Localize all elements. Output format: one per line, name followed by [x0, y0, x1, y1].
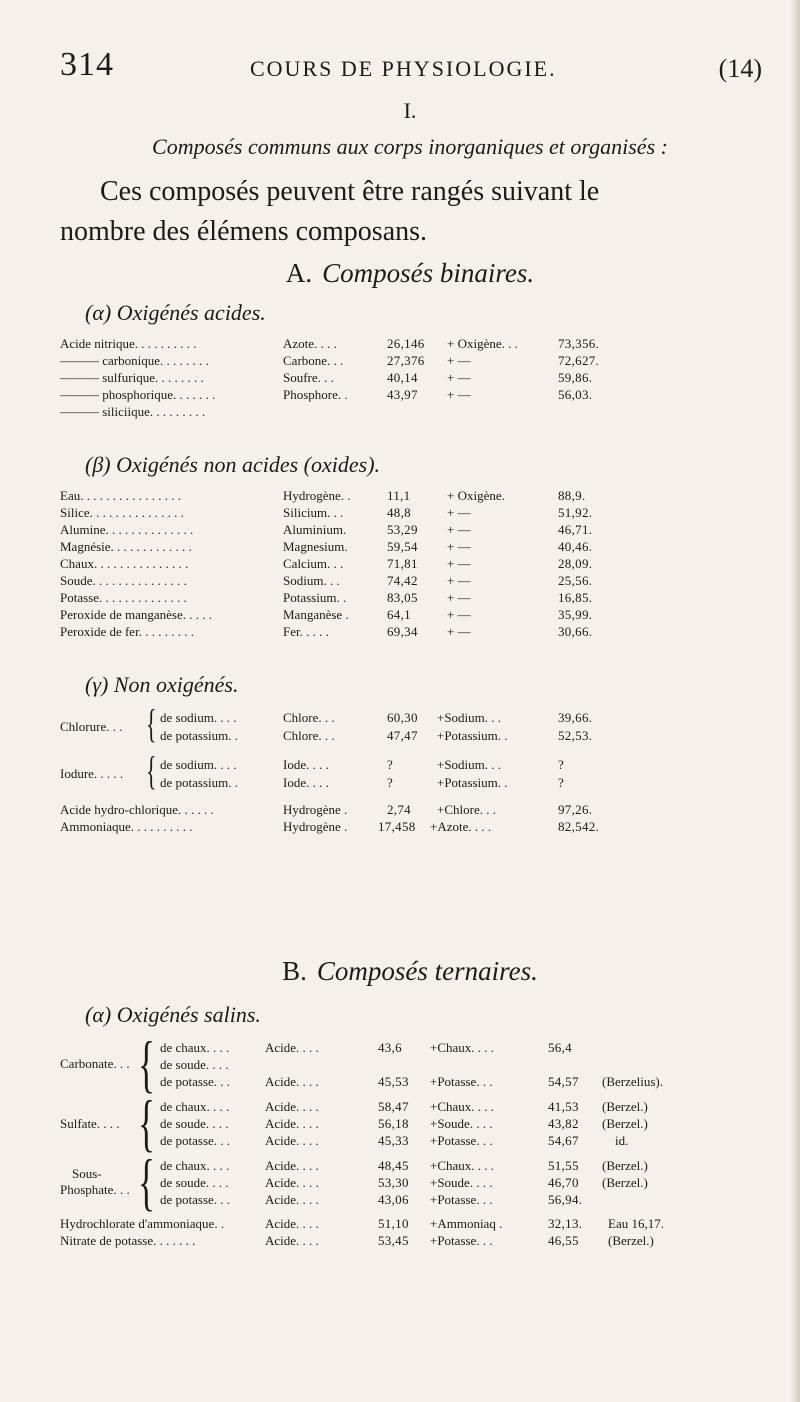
reference: (Berzel.) — [602, 1175, 648, 1190]
brace-icon: { — [138, 1028, 155, 1099]
heading-letter: B. — [282, 956, 307, 986]
value-2: 72,627. — [558, 353, 600, 368]
element: Acide. . . . — [265, 1074, 319, 1089]
value-1: 11,1 — [387, 488, 411, 503]
value-1: 2,74 — [387, 802, 411, 817]
operator: + — — [447, 505, 471, 520]
element: Phosphore. . — [283, 387, 348, 402]
element: Manganèse . — [283, 607, 349, 622]
intro-line: nombre des élémens composans. — [60, 216, 428, 247]
value-1: 51,10 — [378, 1216, 409, 1231]
value-2: 39,66. — [558, 710, 593, 725]
value-2: 51,55 — [548, 1158, 579, 1173]
element: Acide. . . . — [265, 1099, 319, 1114]
heading-text: Composés ternaires. — [316, 956, 538, 986]
value-1: 71,81 — [387, 556, 418, 571]
heading-ternary-compounds — [60, 956, 760, 987]
value-2: 51,92. — [558, 505, 593, 520]
heading-text: Composés binaires. — [322, 258, 535, 288]
value-1: 69,34 — [387, 624, 418, 639]
value-1: 26,146 — [387, 336, 425, 351]
value-1: 43,6 — [378, 1040, 402, 1055]
heading-binary-compounds — [60, 258, 760, 289]
element: Soufre. . . — [283, 370, 334, 385]
compound-name: Silice. . . . . . . . . . . . . . . — [60, 505, 184, 520]
compound-name: Potasse. . . . . . . . . . . . . . — [60, 590, 187, 605]
section-number: I. — [403, 98, 417, 123]
operator: + Oxigène. . . — [447, 336, 518, 351]
page-edge — [790, 0, 800, 1402]
value-1: 58,47 — [378, 1099, 409, 1114]
group-label-sous: Sous- — [72, 1166, 102, 1181]
operator: + — — [447, 607, 471, 622]
element: Carbone. . . — [283, 353, 344, 368]
value-2: 16,85. — [558, 590, 593, 605]
reference: Eau 16,17. — [608, 1216, 664, 1231]
operator: + — — [447, 624, 471, 639]
element: Chlore. . . — [283, 728, 335, 743]
value-1: 74,42 — [387, 573, 418, 588]
value-2: ? — [558, 757, 565, 772]
operator: + — — [447, 353, 471, 368]
operator: +Potassium. . — [437, 728, 508, 743]
value-2: 28,09. — [558, 556, 593, 571]
compound-name: de chaux. . . . — [160, 1099, 230, 1114]
group-label-chlorure: Chlorure. . . — [60, 719, 123, 734]
value-2: 73,356. — [558, 336, 600, 351]
brace-icon: { — [138, 1146, 155, 1217]
compound-name: Peroxide de manganèse. . . . . — [60, 607, 212, 622]
reference: (Berzel.) — [602, 1158, 648, 1173]
value-1: 53,45 — [378, 1233, 409, 1248]
value-2: 46,70 — [548, 1175, 579, 1190]
operator: + Oxigène. — [447, 488, 505, 503]
operator: + — — [447, 539, 471, 554]
subheading-saline-oxides: (α) Oxigénés salins. — [85, 1002, 261, 1027]
element: Iode. . . . — [283, 757, 329, 772]
compound-name: ——— sulfurique. . . . . . . . — [60, 370, 204, 385]
brace-icon: { — [138, 1087, 155, 1158]
value-2: 46,55 — [548, 1233, 579, 1248]
element: Acide. . . . — [265, 1116, 319, 1131]
element: Chlore. . . — [283, 710, 335, 725]
compound-name: Acide hydro-chlorique. . . . . . — [60, 802, 214, 817]
value-1: 53,30 — [378, 1175, 409, 1190]
value-2: 59,86. — [558, 370, 593, 385]
compound-name: Soude. . . . . . . . . . . . . . . — [60, 573, 187, 588]
compound-name: de sodium. . . . — [160, 710, 237, 725]
subheading-acid-oxides: (α) Oxigénés acides. — [85, 300, 266, 325]
value-1: 17,458 — [378, 819, 416, 834]
operator: +Chlore. . . — [437, 802, 496, 817]
element: Acide. . . . — [265, 1192, 319, 1207]
value-2: 54,67 — [548, 1133, 579, 1148]
operator: +Chaux. . . . — [430, 1158, 495, 1173]
value-2: 97,26. — [558, 802, 593, 817]
compound-name: ——— siliciique. . . . . . . . . — [60, 404, 206, 419]
operator: +Potasse. . . — [430, 1192, 493, 1207]
operator: + — — [447, 522, 471, 537]
value-1: 48,8 — [387, 505, 411, 520]
value-1: 64,1 — [387, 607, 411, 622]
operator: +Sodium. . . — [437, 757, 502, 772]
intro-paragraph — [60, 172, 760, 252]
compound-name: de sodium. . . . — [160, 757, 237, 772]
operator: +Potasse. . . — [430, 1133, 493, 1148]
compound-name: Chaux. . . . . . . . . . . . . . . — [60, 556, 189, 571]
group-label-carbonate: Carbonate. . . — [60, 1056, 130, 1071]
value-2: 32,13. — [548, 1216, 583, 1231]
value-2: 40,46. — [558, 539, 593, 554]
element: Aluminium. — [283, 522, 347, 537]
value-2: 52,53. — [558, 728, 593, 743]
reference: id. — [615, 1133, 629, 1148]
element: Hydrogène. . — [283, 488, 351, 503]
group-label-iodure: Iodure. . . . . — [60, 766, 124, 781]
compound-name: Hydrochlorate d'ammoniaque. . — [60, 1216, 225, 1231]
operator: +Azote. . . . — [430, 819, 492, 834]
value-1: 43,06 — [378, 1192, 409, 1207]
value-1: 56,18 — [378, 1116, 409, 1131]
value-1: 45,33 — [378, 1133, 409, 1148]
value-1: 59,54 — [387, 539, 418, 554]
running-title: COURS DE PHYSIOLOGIE. — [250, 56, 557, 81]
element: Acide. . . . — [265, 1133, 319, 1148]
compound-name: Acide nitrique. . . . . . . . . . — [60, 336, 197, 351]
compound-name: de potasse. . . — [160, 1074, 231, 1089]
operator: +Soude. . . . — [430, 1175, 493, 1190]
section-title: Composés communs aux corps inorganiques et organisés : — [152, 134, 668, 159]
compound-name: Ammoniaque. . . . . . . . . . — [60, 819, 193, 834]
element: Potassium. . — [283, 590, 347, 605]
value-1: 48,45 — [378, 1158, 409, 1173]
compound-name: de potassium. . — [160, 728, 238, 743]
compound-name: de soude. . . . — [160, 1175, 229, 1190]
compound-name: de soude. . . . — [160, 1057, 229, 1072]
operator: +Chaux. . . . — [430, 1099, 495, 1114]
operator: +Potassium. . — [437, 775, 508, 790]
element: Calcium. . . — [283, 556, 344, 571]
element: Iode. . . . — [283, 775, 329, 790]
compound-name: de potasse. . . — [160, 1192, 231, 1207]
reference: (Berzelius). — [602, 1074, 664, 1089]
element: Acide. . . . — [265, 1158, 319, 1173]
value-2: 88,9. — [558, 488, 586, 503]
reference: (Berzel.) — [608, 1233, 654, 1248]
operator: +Potasse. . . — [430, 1233, 493, 1248]
compound-name: Eau. . . . . . . . . . . . . . . . — [60, 488, 181, 503]
compound-name: ——— carbonique. . . . . . . . — [60, 353, 209, 368]
value-2: 46,71. — [558, 522, 593, 537]
element: Acide. . . . — [265, 1040, 319, 1055]
value-1: 40,14 — [387, 370, 418, 385]
compound-name: Magnésie. . . . . . . . . . . . . — [60, 539, 192, 554]
element: Acide. . . . — [265, 1216, 319, 1231]
element: Magnesium. — [283, 539, 348, 554]
value-1: 27,376 — [387, 353, 425, 368]
value-1: 60,30 — [387, 710, 418, 725]
running-head — [60, 46, 760, 86]
operator: + — — [447, 370, 471, 385]
value-1: 45,53 — [378, 1074, 409, 1089]
compound-name: de chaux. . . . — [160, 1158, 230, 1173]
compound-name: de chaux. . . . — [160, 1040, 230, 1055]
value-2: 43,82 — [548, 1116, 579, 1131]
element: Hydrogène . — [283, 802, 348, 817]
compound-name: de potassium. . — [160, 775, 238, 790]
operator: +Sodium. . . — [437, 710, 502, 725]
value-2: 56,03. — [558, 387, 593, 402]
element: Hydrogène . — [283, 819, 348, 834]
value-1: 43,97 — [387, 387, 418, 402]
compound-name: Alumine. . . . . . . . . . . . . . — [60, 522, 194, 537]
reference: (Berzel.) — [602, 1099, 648, 1114]
compound-name: Nitrate de potasse. . . . . . . — [60, 1233, 196, 1248]
operator: +Chaux. . . . — [430, 1040, 495, 1055]
value-1: 47,47 — [387, 728, 418, 743]
value-1: 53,29 — [387, 522, 418, 537]
value-1: ? — [387, 757, 394, 772]
compound-name: ——— phosphorique. . . . . . . — [60, 387, 216, 402]
operator: + — — [447, 387, 471, 402]
element: Azote. . . . — [283, 336, 337, 351]
value-2: 56,94. — [548, 1192, 583, 1207]
value-2: 56,4 — [548, 1040, 572, 1055]
group-label-sulfate: Sulfate. . . . — [60, 1116, 120, 1131]
subheading-non-oxigenated: (γ) Non oxigénés. — [85, 672, 239, 697]
operator: +Potasse. . . — [430, 1074, 493, 1089]
element: Acide. . . . — [265, 1175, 319, 1190]
element: Silicium. . . — [283, 505, 344, 520]
value-2: 82,542. — [558, 819, 600, 834]
compound-name: de soude. . . . — [160, 1116, 229, 1131]
operator: +Ammoniaq . — [430, 1216, 503, 1231]
brace-icon: { — [146, 748, 157, 793]
operator: + — — [447, 556, 471, 571]
group-label-phosphate: Phosphate. . . — [60, 1182, 130, 1197]
value-1: 83,05 — [387, 590, 418, 605]
intro-line: Ces composés peuvent être rangés suivant le — [100, 176, 600, 207]
reference: (Berzel.) — [602, 1116, 648, 1131]
page-number: 314 — [60, 46, 114, 83]
section-reference: (14) — [718, 54, 762, 83]
operator: +Soude. . . . — [430, 1116, 493, 1131]
value-2: ? — [558, 775, 565, 790]
subheading-non-acid-oxides: (β) Oxigénés non acides (oxides). — [85, 452, 381, 477]
element: Acide. . . . — [265, 1233, 319, 1248]
heading-letter: A. — [285, 258, 313, 288]
brace-icon: { — [146, 701, 157, 746]
element: Fer. . . . . — [283, 624, 329, 639]
value-2: 25,56. — [558, 573, 593, 588]
value-2: 41,53 — [548, 1099, 579, 1114]
element: Sodium. . . — [283, 573, 340, 588]
value-1: ? — [387, 775, 394, 790]
compound-name: de potasse. . . — [160, 1133, 231, 1148]
operator: + — — [447, 573, 471, 588]
value-2: 30,66. — [558, 624, 593, 639]
value-2: 35,99. — [558, 607, 593, 622]
value-2: 54,57 — [548, 1074, 579, 1089]
operator: + — — [447, 590, 471, 605]
compound-name: Peroxide de fer. . . . . . . . . — [60, 624, 194, 639]
